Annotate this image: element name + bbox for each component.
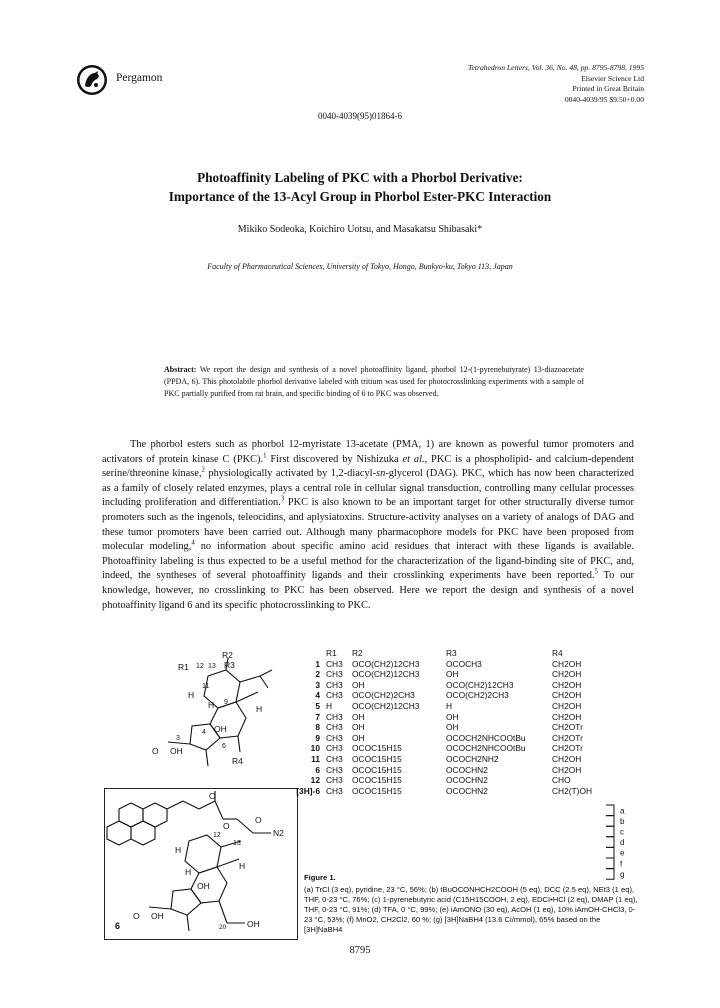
step-bracket bbox=[606, 858, 614, 869]
price-code: 0040-4039/95 $9.50+0.00 bbox=[564, 94, 644, 104]
table-row bbox=[296, 754, 636, 765]
table-row bbox=[296, 659, 636, 670]
cell-r1: CH3 bbox=[326, 785, 343, 796]
cell-r2: OCOC15H15 bbox=[352, 753, 402, 764]
table-row bbox=[296, 722, 636, 733]
label-c11: 11 bbox=[202, 683, 210, 690]
label-c4: 4 bbox=[202, 729, 206, 736]
cell-r4: CH2OH bbox=[552, 658, 582, 669]
cell-r1: CH3 bbox=[326, 732, 343, 743]
ref-4: 4 bbox=[191, 539, 195, 547]
step-bracket bbox=[606, 847, 614, 858]
journal-line: Tetrahedron Letters, Vol. 36, No. 48, pp. 8795-8798, 1995 bbox=[468, 63, 644, 72]
body-sentence: , PKC is a phospholipid- and calcium-dependent serine/threonine kinase, bbox=[102, 453, 634, 480]
compound-number: 8 bbox=[315, 722, 320, 733]
doi-code: 0040-4039(95)01864-6 bbox=[318, 111, 402, 121]
c6-label-oh-1: OH bbox=[197, 881, 210, 891]
cell-r4: CH2(T)OH bbox=[552, 785, 593, 796]
label-c6: 6 bbox=[222, 743, 226, 750]
intro-paragraph bbox=[102, 438, 634, 613]
paper-title bbox=[60, 168, 660, 206]
col-r2: R2 bbox=[352, 648, 363, 658]
affiliation: Faculty of Pharmaceutical Sciences, University of Tokyo, Hongo, Bunkyo-ku, Tokyo 113, Japan bbox=[207, 262, 513, 271]
cell-r3: OCO(CH2)12CH3 bbox=[446, 679, 514, 690]
body-text bbox=[102, 438, 634, 613]
label-h-right: H bbox=[256, 704, 263, 714]
cell-r1: CH3 bbox=[326, 764, 343, 775]
body-sentence: First discovered by Nishizuka bbox=[266, 453, 403, 465]
cell-r2: OH bbox=[352, 732, 365, 743]
table-row bbox=[296, 701, 636, 712]
ref-3: 3 bbox=[280, 495, 285, 503]
step-bracket bbox=[606, 805, 614, 816]
cell-r2: OH bbox=[352, 722, 365, 733]
cell-r2: OCOC15H15 bbox=[352, 775, 402, 786]
cell-r4: CH2OTr bbox=[552, 732, 583, 743]
cell-r2: OH bbox=[352, 711, 365, 722]
step-letter: a bbox=[620, 806, 625, 816]
col-r1: R1 bbox=[326, 648, 337, 658]
body-sentence: The phorbol esters such as phorbol 12-myristate 13-acetate (PMA, 1) are known as powerful tumor promoters and activators of protein kinase C (PKC). bbox=[102, 439, 634, 465]
ref-1: 1 bbox=[263, 452, 267, 460]
body-sentence: PKC is also known to be an important target for other structurally diverse tumor promoters such as the ingenols, teleocidins, and aplysiatoxins. Structure-activity analyses on a variety of analogs of DAG and these tumor promoters have been carried out. Although many pharmacophore models for PKC have been proposed from molecular modeling, bbox=[102, 497, 634, 553]
c6-label-c13: 13 bbox=[233, 840, 241, 847]
c6-label-c12: 12 bbox=[213, 832, 221, 839]
figure-caption-text: (a) TrCl (3 eq), pyridine, 23 °C, 56%; (b) tBuOCONHCH2COOH (5 eq), DCC (2.5 eq), NEt3 (1 eq), THF, 0-23 °C, 76%; (c) 1-pyrenebutyric acid (C15H15COOH, 2 eq), EDCI•HCl (2 eq), DMAP (1 eq), THF, 0-23 °C, 91%; (d) TFA, 0 °C, 99%; (e) iAmONO (30 eq), AcOH (1 eq), 10% iAmOH-CHCl3, 0-23 °C, 53%; (f) MnO2, CH2Cl2, 60 %; (g) [3H]NaBH4 (13.6 Ci/mmol), 65% based on the [3H]NaBH4 bbox=[304, 885, 638, 934]
label-r1: R1 bbox=[178, 662, 189, 672]
cell-r2: OCOC15H15 bbox=[352, 743, 402, 754]
c6-label-n2: N2 bbox=[273, 828, 284, 838]
cell-r1: CH3 bbox=[326, 711, 343, 722]
compound-number-6: 6 bbox=[115, 921, 121, 931]
step-letter: d bbox=[620, 838, 625, 848]
c6-label-o-3: O bbox=[255, 815, 262, 825]
abstract-label: Abstract: bbox=[164, 365, 197, 374]
page-number: 8795 bbox=[349, 945, 371, 956]
table-row bbox=[296, 743, 636, 754]
step-letter: c bbox=[620, 827, 624, 837]
label-r2: R2 bbox=[222, 650, 233, 660]
cell-r3: OCOCH2NHCOOtBu bbox=[446, 732, 526, 743]
cell-r2: OH bbox=[352, 679, 365, 690]
compound-number: 7 bbox=[315, 711, 320, 722]
cell-r3: OCOCH2NH2 bbox=[446, 753, 499, 764]
cell-r3: H bbox=[446, 700, 453, 711]
cell-r1: CH3 bbox=[326, 775, 343, 786]
cell-r3: OH bbox=[446, 722, 459, 733]
ref-2: 2 bbox=[201, 466, 205, 474]
cell-r4: CH2OH bbox=[552, 711, 582, 722]
table-row bbox=[296, 712, 636, 723]
abstract bbox=[164, 364, 584, 401]
body-sentence: -glycerol (DAG). PKC, which has now been characterized as a family of closely related enzymes, plays a central role in cellular signal transduction, controlling many cellular processes including proliferation and differentiation. bbox=[102, 468, 634, 509]
cell-r1: CH3 bbox=[326, 669, 343, 680]
cell-r2: OCOC15H15 bbox=[352, 785, 402, 796]
publisher-name: Pergamon bbox=[116, 72, 163, 84]
cell-r1: CH3 bbox=[326, 679, 343, 690]
et-al: et al. bbox=[402, 453, 425, 465]
compound-6-structure bbox=[104, 788, 298, 940]
cell-r3: OCO(CH2)2CH3 bbox=[446, 690, 509, 701]
cell-r1: CH3 bbox=[326, 722, 343, 733]
table-header bbox=[296, 648, 636, 659]
compound-number: 10 bbox=[310, 743, 320, 754]
step-letter: g bbox=[620, 869, 625, 879]
cell-r3: OH bbox=[446, 711, 459, 722]
c6-label-oh-2: OH bbox=[151, 911, 164, 921]
c6-label-o-4: O bbox=[133, 911, 140, 921]
table-row bbox=[296, 669, 636, 680]
cell-r3: OCOCH3 bbox=[446, 658, 482, 669]
cell-r4: CH2OH bbox=[552, 753, 582, 764]
printed-line: Printed in Great Britain bbox=[572, 84, 644, 94]
cell-r1: CH3 bbox=[326, 690, 343, 701]
cell-r1: H bbox=[326, 700, 333, 711]
compound-number: 5 bbox=[315, 700, 320, 711]
compound-number: 12 bbox=[310, 775, 320, 786]
col-r4: R4 bbox=[552, 648, 563, 658]
figure-label: Figure 1. bbox=[304, 873, 336, 882]
label-h-mid: H bbox=[208, 700, 215, 710]
label-oh-c4: OH bbox=[214, 724, 227, 734]
label-c3: 3 bbox=[176, 735, 180, 742]
compound-number: 6 bbox=[315, 764, 320, 775]
table-row bbox=[296, 680, 636, 691]
cell-r2: OCO(CH2)12CH3 bbox=[352, 669, 420, 680]
cell-r4: CH2OTr bbox=[552, 722, 583, 733]
compound-number: 1 bbox=[315, 658, 320, 669]
c6-label-h-3: H bbox=[185, 867, 192, 877]
table-row bbox=[296, 765, 636, 776]
label-c12: 12 bbox=[196, 663, 204, 670]
label-c9: 9 bbox=[224, 699, 228, 706]
cell-r4: CH2OTr bbox=[552, 743, 583, 754]
step-letter: f bbox=[620, 859, 623, 869]
title-line-1: Photoaffinity Labeling of PKC with a Phorbol Derivative: bbox=[197, 170, 523, 185]
c6-label-o-1: O bbox=[209, 791, 216, 801]
table-row bbox=[296, 786, 636, 797]
cell-r3: OCOCHN2 bbox=[446, 764, 488, 775]
body-sentence: no information about specific amino acid residues that interact with these ligands is available. Photoaffinity labeling is thus expected to be a useful method for the characterization of the ligand-binding site of PKC, and, indeed, the syntheses of several photoaffinity ligands and their crosslinking experiments have been reported. bbox=[102, 541, 634, 582]
cell-r1: CH3 bbox=[326, 743, 343, 754]
cell-r3: OCOCH2NHCOOtBu bbox=[446, 743, 526, 754]
cell-r3: OH bbox=[446, 669, 459, 680]
cell-r3: OCOCHN2 bbox=[446, 785, 488, 796]
sn-italic: sn bbox=[376, 468, 386, 480]
cell-r4: CH2OH bbox=[552, 679, 582, 690]
label-r4: R4 bbox=[232, 756, 243, 766]
publisher-logo bbox=[76, 64, 108, 96]
cell-r2: OCO(CH2)2CH3 bbox=[352, 690, 415, 701]
cell-r1: CH3 bbox=[326, 753, 343, 764]
figure-caption bbox=[304, 873, 640, 935]
compound-number: 4 bbox=[315, 690, 320, 701]
compound-number: 2 bbox=[315, 669, 320, 680]
label-oh-c9: OH bbox=[170, 746, 183, 756]
compound-number: 11 bbox=[311, 753, 320, 764]
compound-number: [3H]-6 bbox=[296, 785, 320, 796]
copyright-line: Elsevier Science Ltd bbox=[581, 73, 644, 83]
label-h-left: H bbox=[188, 690, 195, 700]
cell-r3: OCOCHN2 bbox=[446, 775, 488, 786]
cell-r2: OCO(CH2)12CH3 bbox=[352, 658, 420, 669]
label-c13: 13 bbox=[208, 663, 216, 670]
step-bracket bbox=[606, 837, 614, 848]
table-row bbox=[296, 733, 636, 744]
abstract-text: We report the design and synthesis of a novel photoaffinity ligand, phorbol 12-(1-pyrenebutyrate) 13-diazoacetate (PPDA, 6). This photolabile phorbol derivative labeled with tritium was used for photocrosslinking experiments with a sample of PKC partially purified from rat brain, and specific binding of 6 to PKC was observed. bbox=[164, 365, 584, 399]
cell-r4: CH2OH bbox=[552, 669, 582, 680]
body-sentence: To our knowledge, however, no crosslinking to PKC has been observed. Here we report the design and synthesis of a novel photoaffinity ligand 6 and its specific photocrosslinking to PKC. bbox=[102, 570, 634, 611]
body-sentence: physiologically activated by 1,2-diacyl- bbox=[204, 468, 377, 480]
c6-label-o-2: O bbox=[223, 821, 230, 831]
cell-r4: CHO bbox=[552, 775, 571, 786]
step-letter: e bbox=[620, 848, 625, 858]
step-bracket bbox=[606, 816, 614, 827]
title-line-2: Importance of the 13-Acyl Group in Phorbol Ester-PKC Interaction bbox=[168, 189, 552, 204]
c6-label-h-2: H bbox=[239, 861, 246, 871]
table-row bbox=[296, 775, 636, 786]
ref-5: 5 bbox=[594, 568, 598, 576]
substituent-table bbox=[296, 648, 636, 796]
step-letter: b bbox=[620, 816, 625, 826]
authors: Mikiko Sodeoka, Koichiro Uotsu, and Masakatsu Shibasaki* bbox=[237, 224, 483, 235]
cell-r2: OCOC15H15 bbox=[352, 764, 402, 775]
label-r3: R3 bbox=[224, 660, 235, 670]
cell-r1: CH3 bbox=[326, 658, 343, 669]
cell-r4: CH2OH bbox=[552, 690, 582, 701]
compound-number: 9 bbox=[315, 732, 320, 743]
c6-label-c20: 20 bbox=[219, 924, 227, 931]
label-o-keto: O bbox=[152, 746, 159, 756]
cell-r2: OCO(CH2)12CH3 bbox=[352, 700, 420, 711]
col-r3: R3 bbox=[446, 648, 457, 658]
c6-label-oh-3: OH bbox=[247, 919, 260, 929]
step-marks bbox=[606, 805, 625, 879]
cell-r4: CH2OH bbox=[552, 764, 582, 775]
step-bracket bbox=[606, 826, 614, 837]
phorbol-general-structure bbox=[148, 648, 284, 776]
table-row bbox=[296, 690, 636, 701]
compound-number: 3 bbox=[315, 679, 320, 690]
journal-info bbox=[468, 63, 644, 105]
cell-r4: CH2OH bbox=[552, 700, 582, 711]
c6-label-h-1: H bbox=[175, 845, 182, 855]
table-rows bbox=[296, 659, 636, 797]
